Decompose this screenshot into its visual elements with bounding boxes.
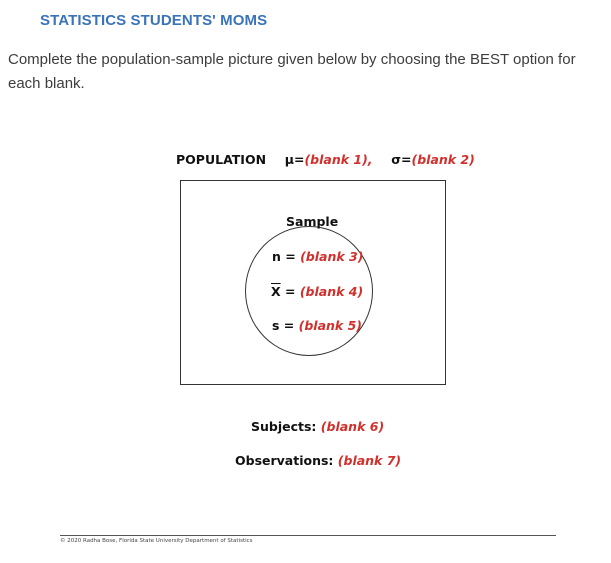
observations-line [235,453,401,468]
copyright-note: © 2020 Radha Bose, Florida State University Department of Statistics [60,538,253,544]
sample-label: Sample [286,214,339,229]
blank-7: (blank 7) [337,453,402,468]
sample-sd-line [272,318,362,333]
n-label: n = [272,249,301,264]
sample-mean-line [271,284,363,299]
population-line [176,152,475,167]
subjects-label: Subjects: [251,419,321,434]
question-title: STATISTICS STUDENTS' MOMS [40,12,268,29]
blank-1: (blank 1), [304,152,373,167]
blank-6: (blank 6) [320,419,385,434]
blank-3: (blank 3) [300,249,364,264]
blank-4: (blank 4) [299,284,364,299]
subjects-line [251,419,384,434]
observations-label: Observations: [235,453,338,468]
blank-5: (blank 5) [298,318,362,333]
xbar-symbol: $\overline{X}$ [271,284,281,299]
blank-2: (blank 2) [411,152,475,167]
sigma-label: σ= [391,152,412,167]
population-label: POPULATION [176,152,267,167]
footer-divider [60,535,556,536]
mu-label: μ= [284,152,305,167]
xbar-equals: = [280,284,300,299]
sample-size-line [272,249,363,264]
question-instructions: Complete the population-sample picture given below by choosing the BEST option for each blank. [8,51,576,92]
s-label: s = [272,318,299,333]
